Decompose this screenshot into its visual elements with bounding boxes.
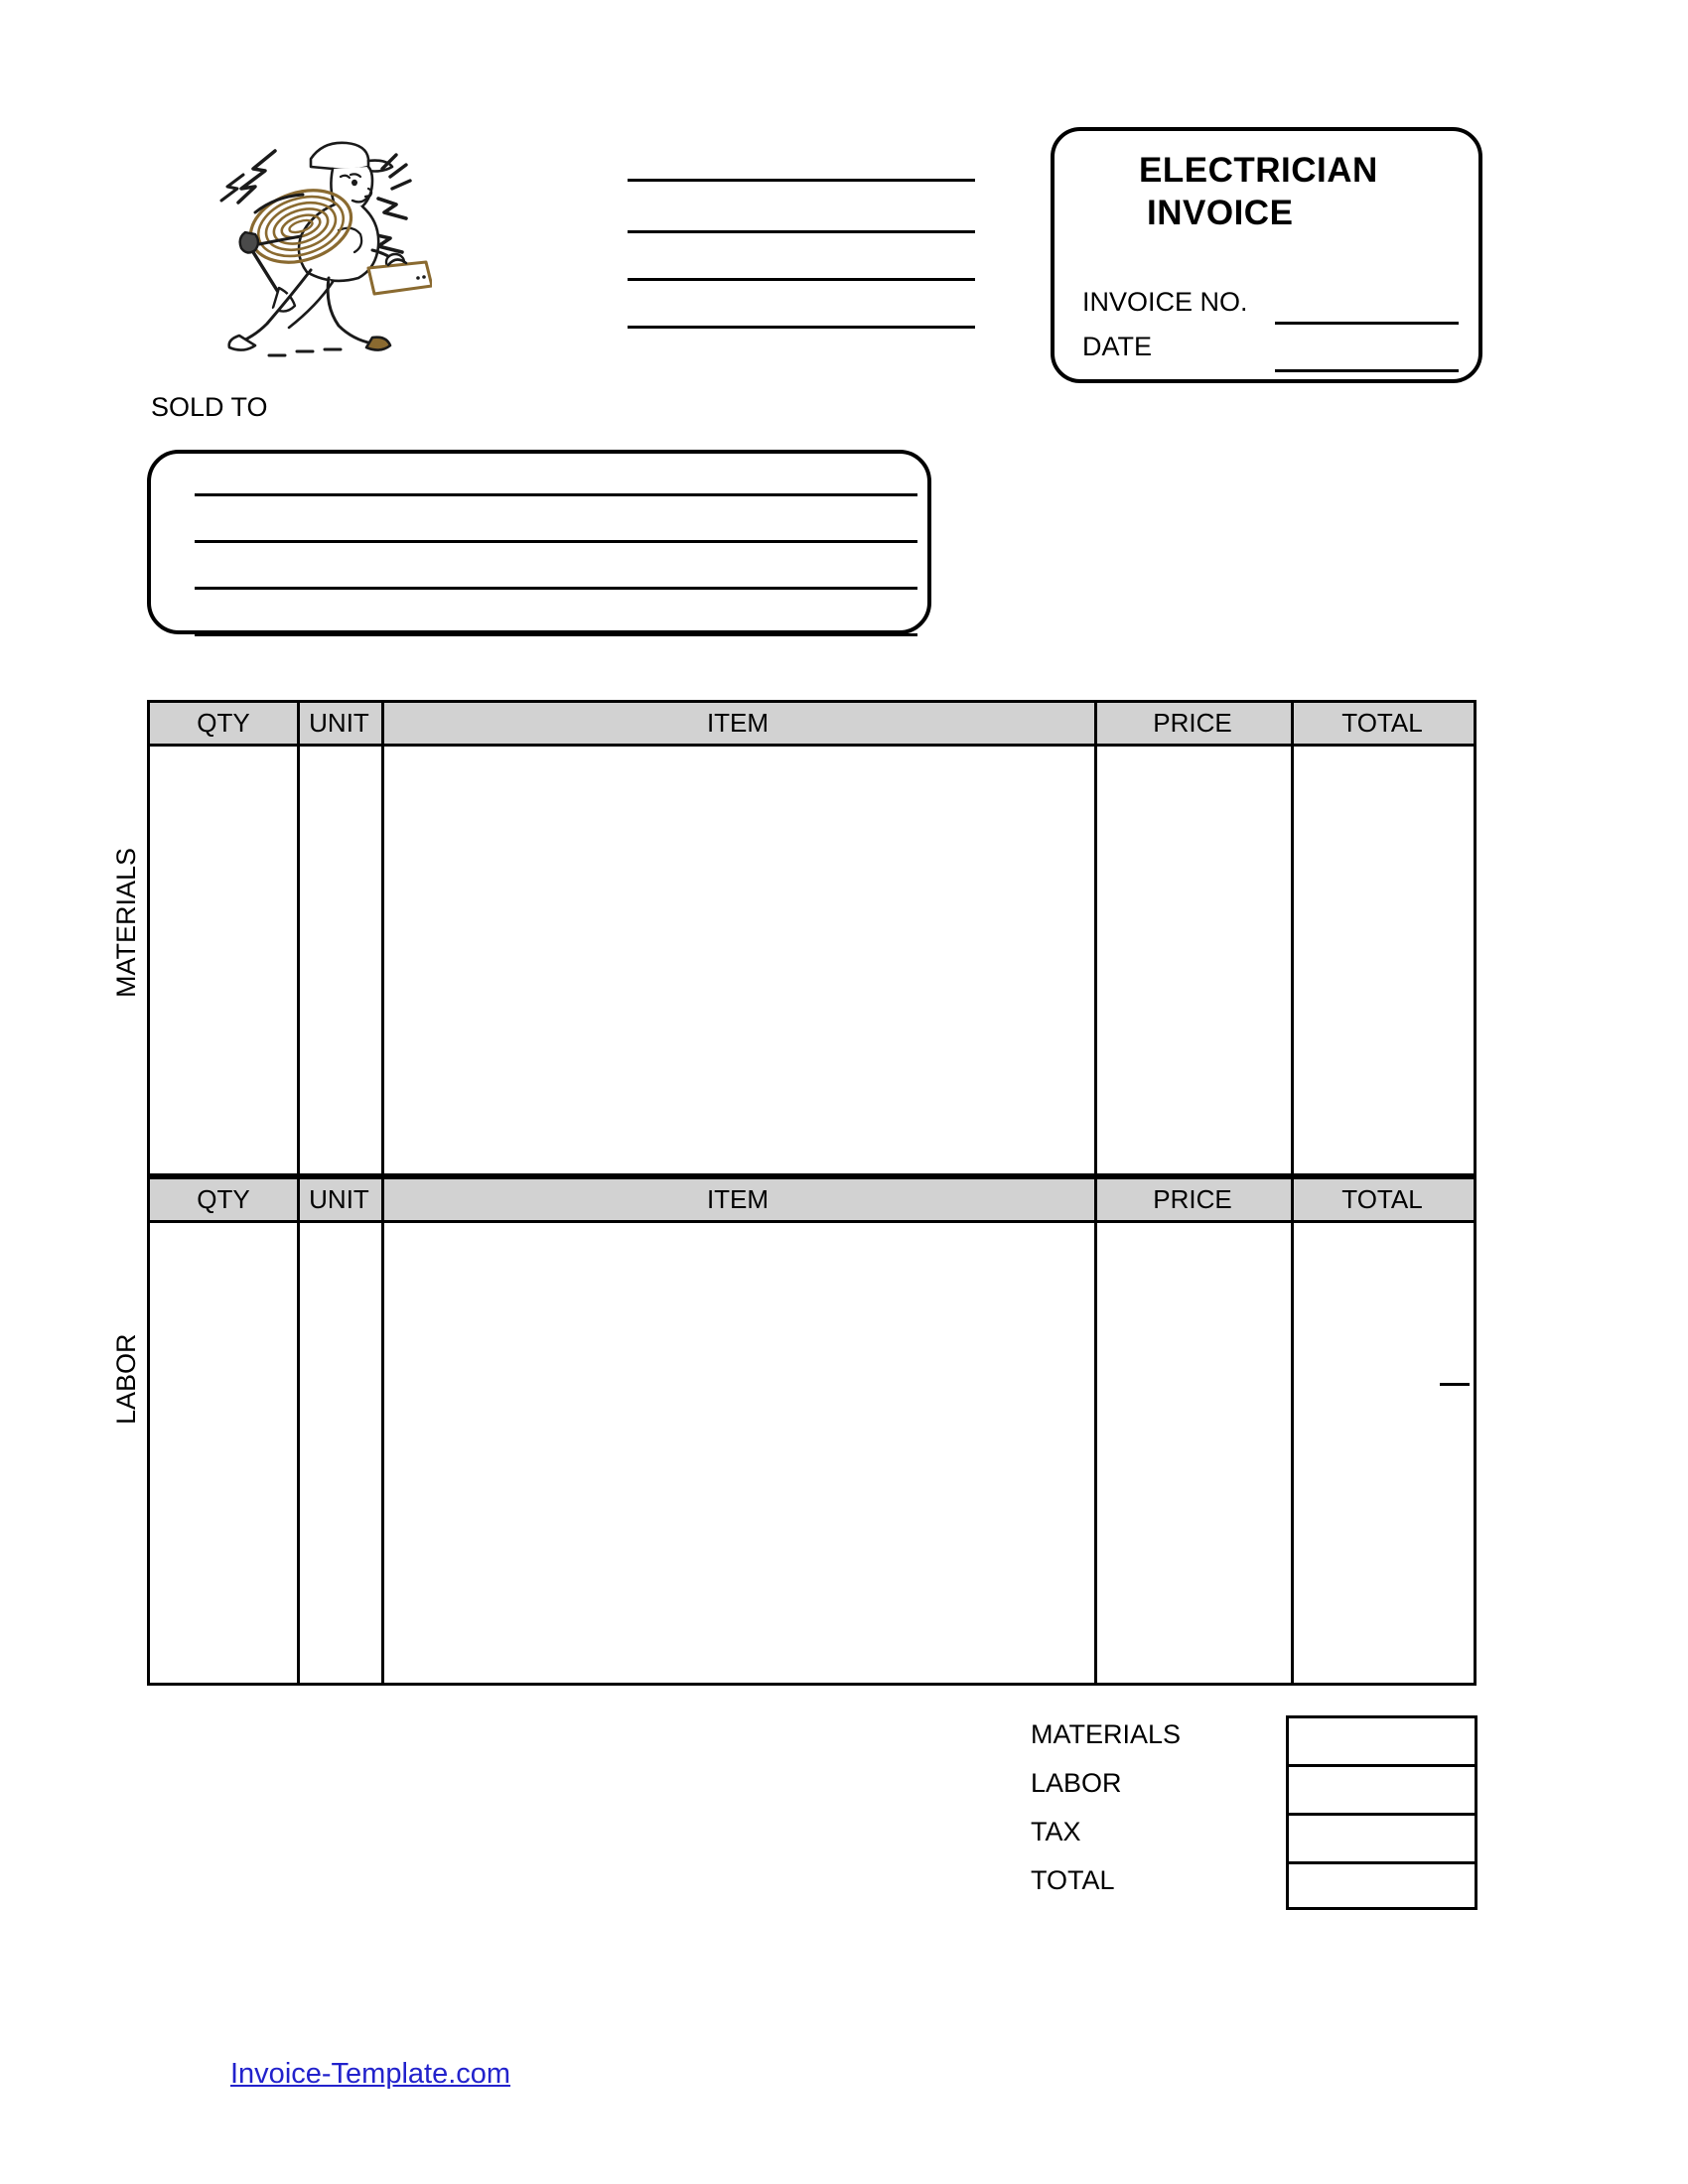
labor-header-row bbox=[150, 1179, 1474, 1223]
invoice-template-link[interactable]: Invoice-Template.com bbox=[230, 2058, 511, 2090]
labor-header-item: ITEM bbox=[706, 1184, 770, 1214]
company-line-1[interactable] bbox=[628, 179, 975, 182]
summary-label-materials: MATERIALS bbox=[1031, 1719, 1182, 1749]
summary-row-divider-2 bbox=[1289, 1813, 1475, 1816]
company-line-4[interactable] bbox=[628, 326, 975, 329]
materials-column-divider-qty-unit bbox=[297, 703, 300, 1173]
materials-header-row bbox=[150, 703, 1474, 747]
materials-header-qty: QTY bbox=[197, 708, 250, 738]
sold-to-line-3[interactable] bbox=[195, 587, 917, 590]
labor-header-total: TOTAL bbox=[1341, 1184, 1423, 1214]
invoice-header-box bbox=[1051, 127, 1482, 383]
summary-section bbox=[1031, 1715, 1477, 1912]
labor-section-label: LABOR bbox=[111, 1333, 141, 1425]
sold-to-line-4[interactable] bbox=[195, 633, 917, 636]
invoice-number-field[interactable] bbox=[1275, 322, 1459, 325]
materials-header-item: ITEM bbox=[706, 708, 770, 738]
summary-value-boxes bbox=[1286, 1715, 1477, 1910]
summary-row-divider-3 bbox=[1289, 1861, 1475, 1864]
sold-to-line-2[interactable] bbox=[195, 540, 917, 543]
company-address-lines[interactable] bbox=[628, 179, 975, 357]
labor-column-divider-qty-unit bbox=[297, 1179, 300, 1683]
sold-to-line-1[interactable] bbox=[195, 493, 917, 496]
labor-column-divider-unit-item bbox=[381, 1179, 384, 1683]
materials-section-label: MATERIALS bbox=[111, 847, 141, 998]
labor-column-divider-price-total bbox=[1291, 1179, 1294, 1683]
summary-row-divider-1 bbox=[1289, 1764, 1475, 1767]
labor-header-qty: QTY bbox=[197, 1184, 250, 1214]
company-line-2[interactable] bbox=[628, 230, 975, 233]
invoice-date-field[interactable] bbox=[1275, 369, 1459, 372]
labor-column-divider-item-price bbox=[1094, 1179, 1097, 1683]
materials-column-divider-unit-item bbox=[381, 703, 384, 1173]
materials-table bbox=[147, 700, 1477, 1176]
materials-header-unit: UNIT bbox=[309, 708, 369, 738]
labor-total-tick-mark bbox=[1440, 1383, 1470, 1386]
company-line-3[interactable] bbox=[628, 278, 975, 281]
labor-header-price: PRICE bbox=[1153, 1184, 1232, 1214]
materials-header-total: TOTAL bbox=[1341, 708, 1423, 738]
summary-label-total: TOTAL bbox=[1031, 1865, 1115, 1895]
sold-to-label: SOLD TO bbox=[151, 392, 268, 422]
invoice-date-label: DATE bbox=[1082, 332, 1153, 361]
invoice-title-line-1: ELECTRICIAN bbox=[1139, 151, 1378, 190]
invoice-title-line-2: INVOICE bbox=[1147, 194, 1294, 233]
materials-column-divider-item-price bbox=[1094, 703, 1097, 1173]
materials-header-price: PRICE bbox=[1153, 708, 1232, 738]
summary-label-tax: TAX bbox=[1031, 1817, 1081, 1846]
labor-table bbox=[147, 1176, 1477, 1686]
labor-header-unit: UNIT bbox=[309, 1184, 369, 1214]
sold-to-box bbox=[147, 450, 931, 634]
summary-label-labor: LABOR bbox=[1031, 1768, 1122, 1798]
invoice-title bbox=[1139, 149, 1437, 234]
electrician-cartoon-illustration-icon bbox=[184, 111, 432, 359]
materials-column-divider-price-total bbox=[1291, 703, 1294, 1173]
invoice-number-label: INVOICE NO. bbox=[1082, 287, 1248, 317]
